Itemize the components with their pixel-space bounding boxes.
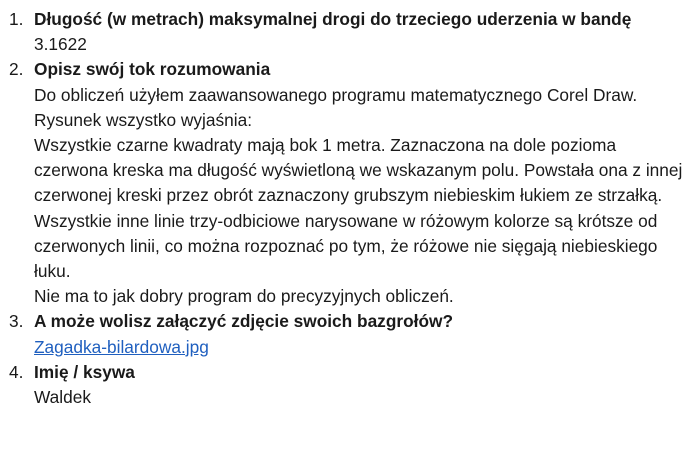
question-label: A może wolisz załączyć zdjęcie swoich bazgrołów? <box>34 311 454 332</box>
answer-line: Rysunek wszystko wyjaśnia: <box>34 109 253 130</box>
answer-item-1 <box>0 7 700 57</box>
answer-item-4 <box>0 360 700 410</box>
question-label: Opisz swój tok rozumowania <box>34 59 271 80</box>
answer-item-3 <box>0 309 700 359</box>
item-number: 3. <box>9 311 24 332</box>
item-number: 2. <box>9 59 24 80</box>
answers-list <box>0 7 700 410</box>
question-label: Imię / ksywa <box>34 361 135 382</box>
answer-value: 3.1622 <box>34 34 87 55</box>
attachment-link[interactable]: Zagadka-bilardowa.jpg <box>34 336 209 357</box>
answer-line: Nie ma to jak dobry program do precyzyjnych obliczeń. <box>34 286 454 307</box>
answer-line: Do obliczeń użyłem zaawansowanego programu matematycznego Corel Draw. <box>34 84 638 105</box>
question-label: Długość (w metrach) maksymalnej drogi do trzeciego uderzenia w bandę <box>34 9 632 29</box>
answer-value: Waldek <box>34 387 91 408</box>
answer-line: Wszystkie czarne kwadraty mają bok 1 metra. Zaznaczona na dole pozioma czerwona kreska ma długość wyświetloną we wskazanym polu. Powstała ona z innej czerwonej kreski przez obrót zaznaczony grubszym niebieskim łukiem ze strzałką. Wszystkie inne linie trzy-odbiciowe narysowane w różowym kolorze są krótsze od czerwonych linii, co można rozpoznać po tym, że różowe nie sięgają niebieskiego łuku. <box>34 135 683 282</box>
answer-item-2 <box>0 57 700 309</box>
item-number: 1. <box>9 9 24 29</box>
item-number: 4. <box>9 361 24 382</box>
